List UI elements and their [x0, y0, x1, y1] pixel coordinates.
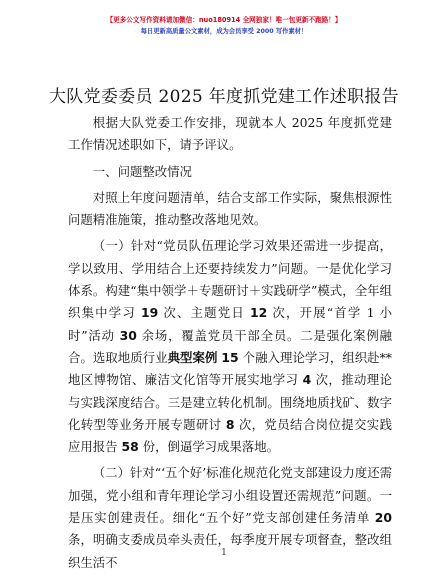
stat-number: 30 — [119, 327, 137, 343]
stat-number: 20 — [374, 510, 392, 526]
paragraph-theory-study — [68, 235, 392, 458]
para-text: 个融入理论学习，组织赴**地区博物馆、廉洁文化馆等开展实地学习 — [68, 349, 393, 388]
page-number: 1 — [221, 548, 227, 558]
section-heading-problem-rectification: 一、问题整改情况 — [92, 163, 192, 179]
promo-banner-line-2: 每日更新高质量公文素材，成为会员享受 2000 写作素材！ — [140, 28, 308, 35]
para-text: 次，党员结合岗位提交实践应用报告 — [68, 416, 392, 455]
promo-banner — [0, 14, 448, 38]
intro-paragraph: 根据大队党委工作安排，现就本人 2025 年度抓党建工作情况述职如下，请予评议。 — [68, 115, 392, 153]
stat-number: 19 — [141, 305, 159, 321]
stat-number: 12 — [250, 305, 268, 321]
bold-phrase: 典型案例 — [167, 349, 218, 365]
promo-banner-line-1: 【更多公文写作资料请加微信：nuo180914 全网独家！唯一包更新不跑路！】 — [106, 16, 342, 24]
stat-number: 58 — [121, 439, 139, 455]
stat-number: 15 — [221, 349, 239, 365]
para-text: 条，明确支委成员牵头责任，每季度开展专项督查，整改组织生活不 — [68, 532, 392, 570]
para-text: 次，推动理论与实践深度结合。三是建立转化机制。围绕地质找矿、数字化转型等业务开展专题研讨 — [68, 372, 392, 432]
para-text: 次，开展“首学 1 小时”活动 — [68, 305, 392, 343]
para-text: （一）针对“党员队伍理论学习效果还需进一步提高，学以致用、学用结合上还要持续发力”问题。一是优化学习体系。构建“集中领学＋专题研讨＋实践研学”模式，全年组织集中学习 — [68, 238, 392, 321]
document-title: 大队党委委员 2025 年度抓党建工作述职报告 — [49, 87, 399, 107]
stat-number: 8 — [225, 416, 235, 432]
para-text: （二）针对“‘五个好’标准化规范化党支部建设力度还需加强，党小组和青年理论学习小组设置还需规范”问题。一是压实创建责任。细化“五个好”党支部创建任务清单 — [68, 465, 392, 526]
para-text: 份，倒逼学习成果落地。 — [138, 439, 280, 455]
para-text: 次、主题党日 — [158, 305, 251, 321]
section-intro-paragraph: 对照上年度问题清单，结合支部工作实际，聚焦根源性问题精准施策，推动整改落地见效。 — [68, 189, 392, 228]
para-text: 余场，覆盖党员干部全员。二是强化案例融合。选取地质行业 — [68, 327, 392, 365]
stat-number: 4 — [302, 372, 312, 388]
document-body — [68, 112, 392, 578]
